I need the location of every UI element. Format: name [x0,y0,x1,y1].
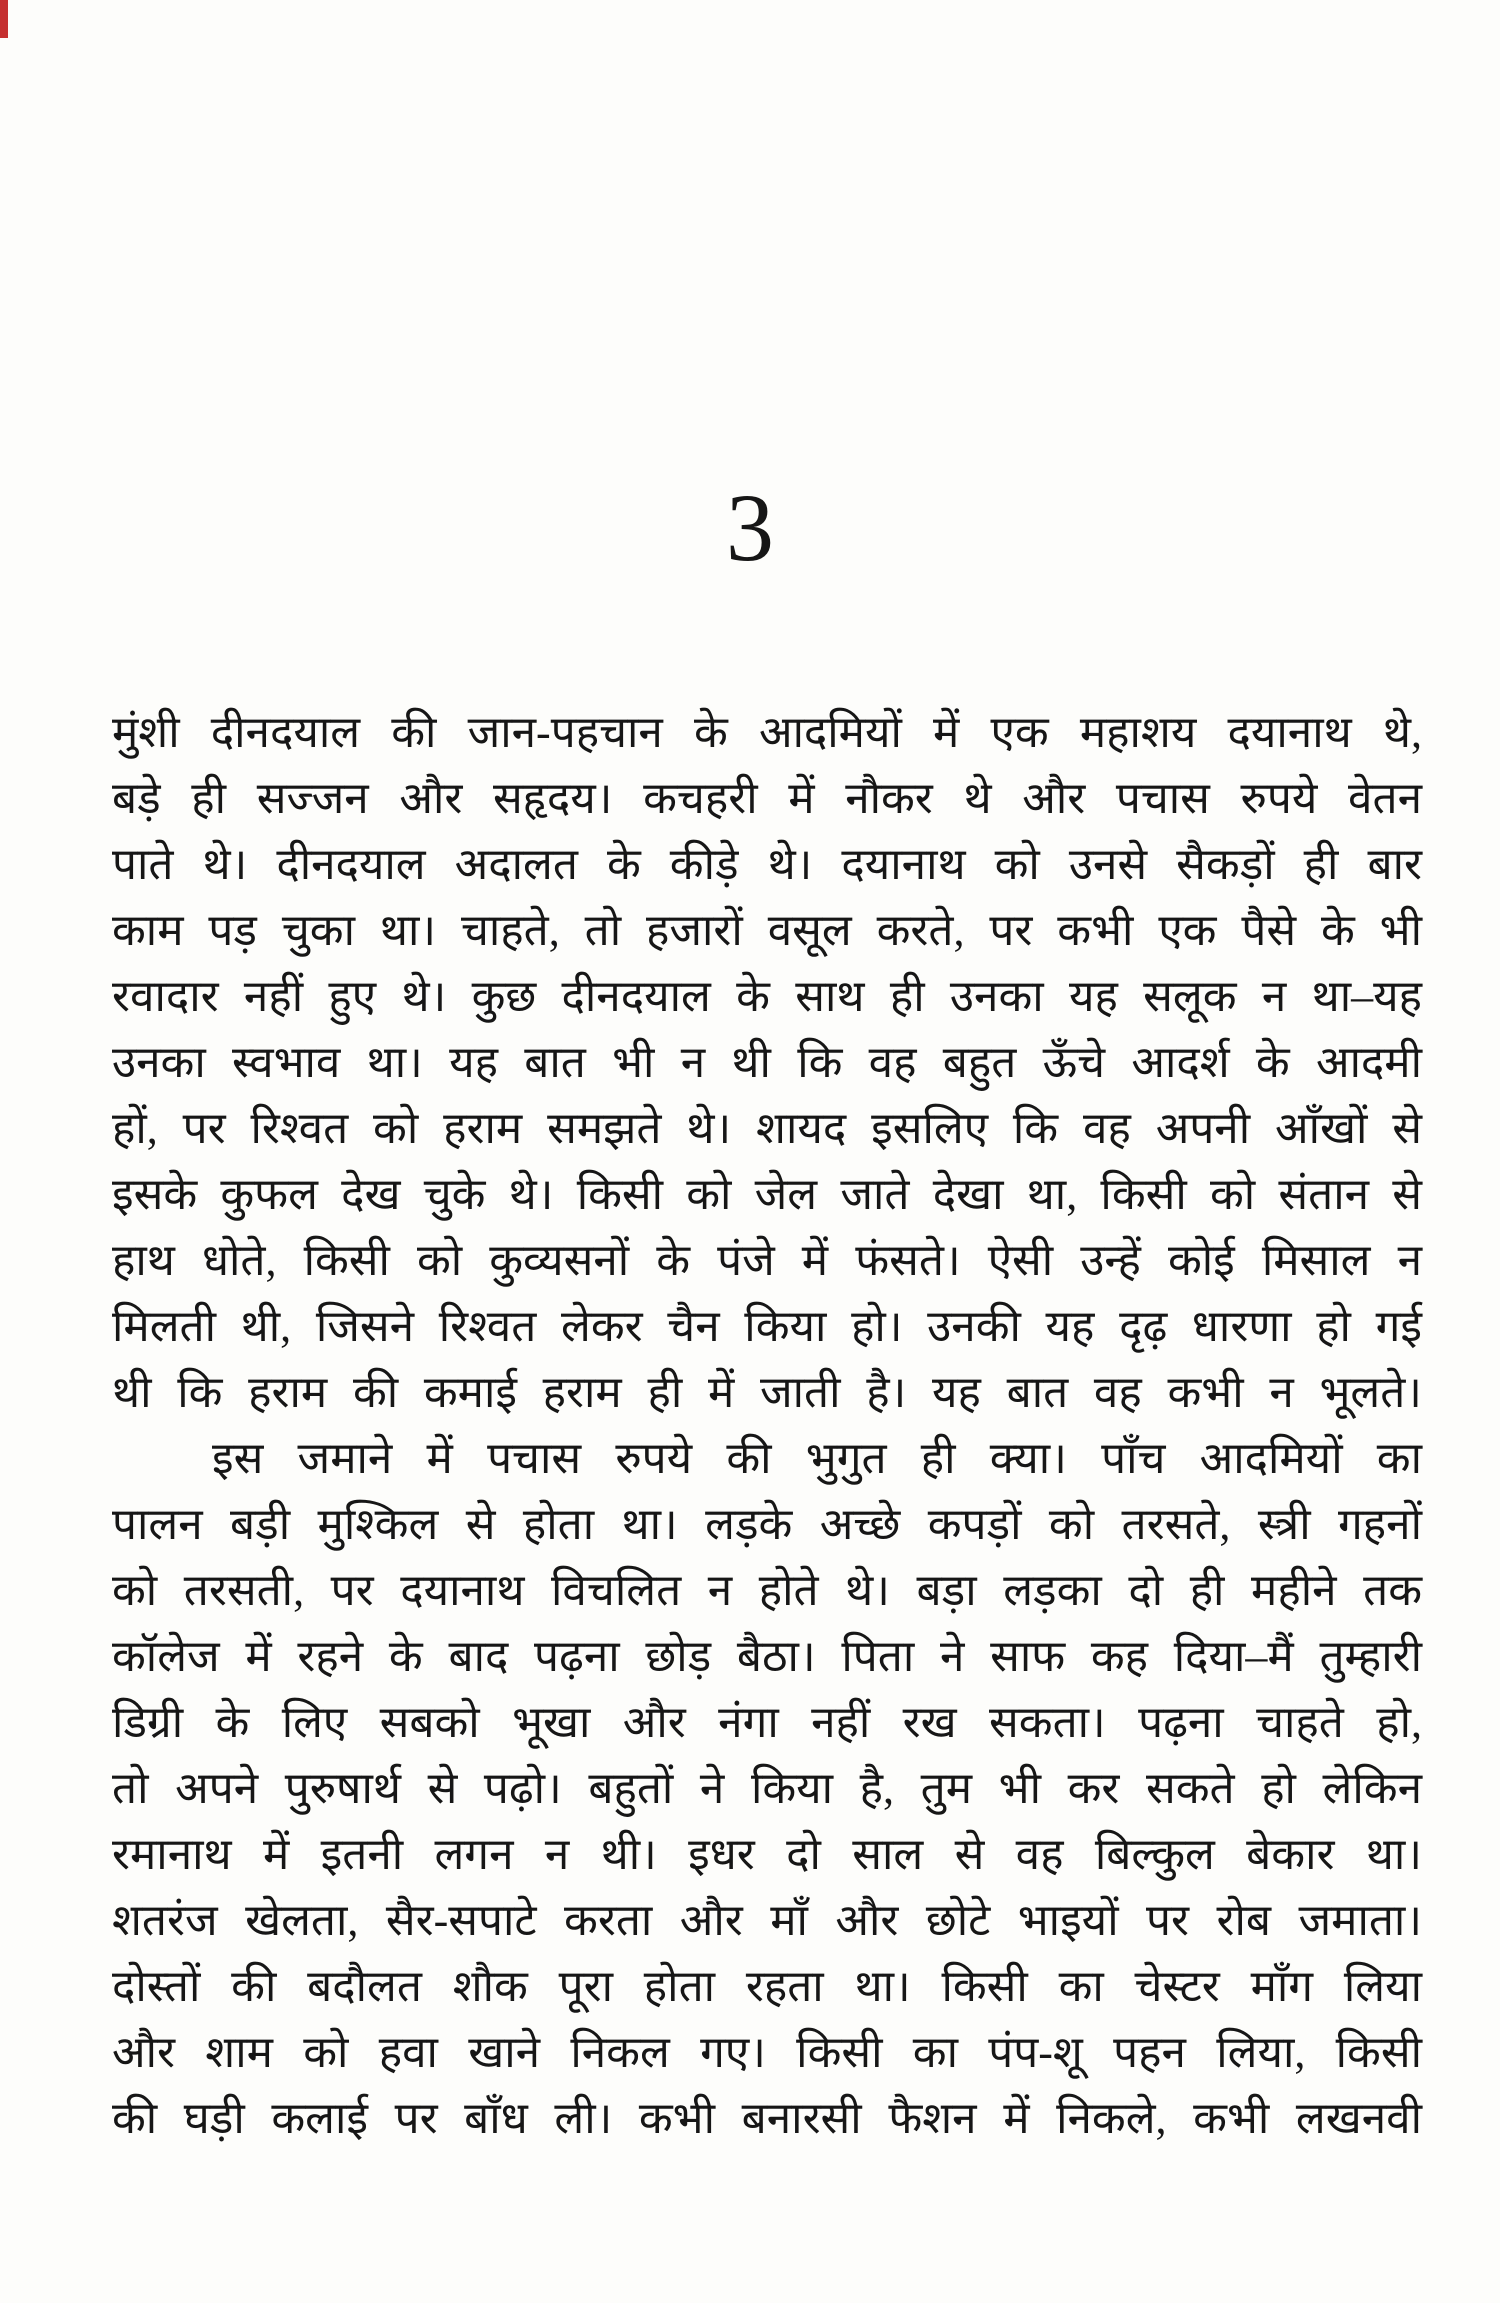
text-line: मुंशी दीनदयाल की जान-पहचान के आदमियों में एक महाशय दयानाथ थे, [112,708,1422,757]
text-line: काम पड़ चुका था। चाहते, तो हजारों वसूल करते, पर कभी एक पैसे के भी [112,906,1422,955]
text-line: डिग्री के लिए सबको भूखा और नंगा नहीं रख सकता। पढ़ना चाहते हो, [112,1698,1422,1747]
text-line: इस जमाने में पचास रुपये की भुगुत ही क्या। पाँच आदमियों का [212,1434,1422,1483]
text-line: की घड़ी कलाई पर बाँध ली। कभी बनारसी फैशन में निकले, कभी लखनवी [112,2094,1422,2143]
text-line: और शाम को हवा खाने निकल गए। किसी का पंप-शू पहन लिया, किसी [112,2028,1422,2077]
text-line: बड़े ही सज्जन और सहृदय। कचहरी में नौकर थे और पचास रुपये वेतन [112,774,1422,823]
text-line: दोस्तों की बदौलत शौक पूरा होता रहता था। किसी का चेस्टर माँग लिया [112,1962,1422,2011]
chapter-number: 3 [726,474,774,581]
text-line: पाते थे। दीनदयाल अदालत के कीड़े थे। दयानाथ को उनसे सैकड़ों ही बार [112,840,1422,889]
text-line: रमानाथ में इतनी लगन न थी। इधर दो साल से वह बिल्कुल बेकार था। [112,1830,1422,1879]
body-text [112,700,1422,2152]
text-line: रवादार नहीं हुए थे। कुछ दीनदयाल के साथ ही उनका यह सलूक न था–यह [112,972,1422,1021]
text-line: मिलती थी, जिसने रिश्वत लेकर चैन किया हो। उनकी यह दृढ़ धारणा हो गई [112,1302,1422,1351]
text-line: उनका स्वभाव था। यह बात भी न थी कि वह बहुत ऊँचे आदर्श के आदमी [112,1038,1422,1087]
text-line: इसके कुफल देख चुके थे। किसी को जेल जाते देखा था, किसी को संतान से [112,1170,1422,1219]
text-line: को तरसती, पर दयानाथ विचलित न होते थे। बड़ा लड़का दो ही महीने तक [112,1566,1422,1615]
text-line: कॉलेज में रहने के बाद पढ़ना छोड़ बैठा। पिता ने साफ कह दिया–मैं तुम्हारी [112,1632,1422,1681]
text-line: हों, पर रिश्वत को हराम समझते थे। शायद इसलिए कि वह अपनी आँखों से [112,1104,1422,1153]
paragraph [112,1426,1422,2152]
text-line: हाथ धोते, किसी को कुव्यसनों के पंजे में फंसते। ऐसी उन्हें कोई मिसाल न [112,1236,1422,1285]
text-line: शतरंज खेलता, सैर-सपाटे करता और माँ और छोटे भाइयों पर रोब जमाता। [112,1896,1422,1945]
text-line: पालन बड़ी मुश्किल से होता था। लड़के अच्छे कपड़ों को तरसते, स्त्री गहनों [112,1500,1422,1549]
text-line: थी कि हराम की कमाई हराम ही में जाती है। यह बात वह कभी न भूलते। [112,1368,1422,1417]
scan-edge-mark [0,0,8,38]
text-line: तो अपने पुरुषार्थ से पढ़ो। बहुतों ने किया है, तुम भी कर सकते हो लेकिन [112,1764,1422,1813]
paragraph [112,700,1422,1426]
